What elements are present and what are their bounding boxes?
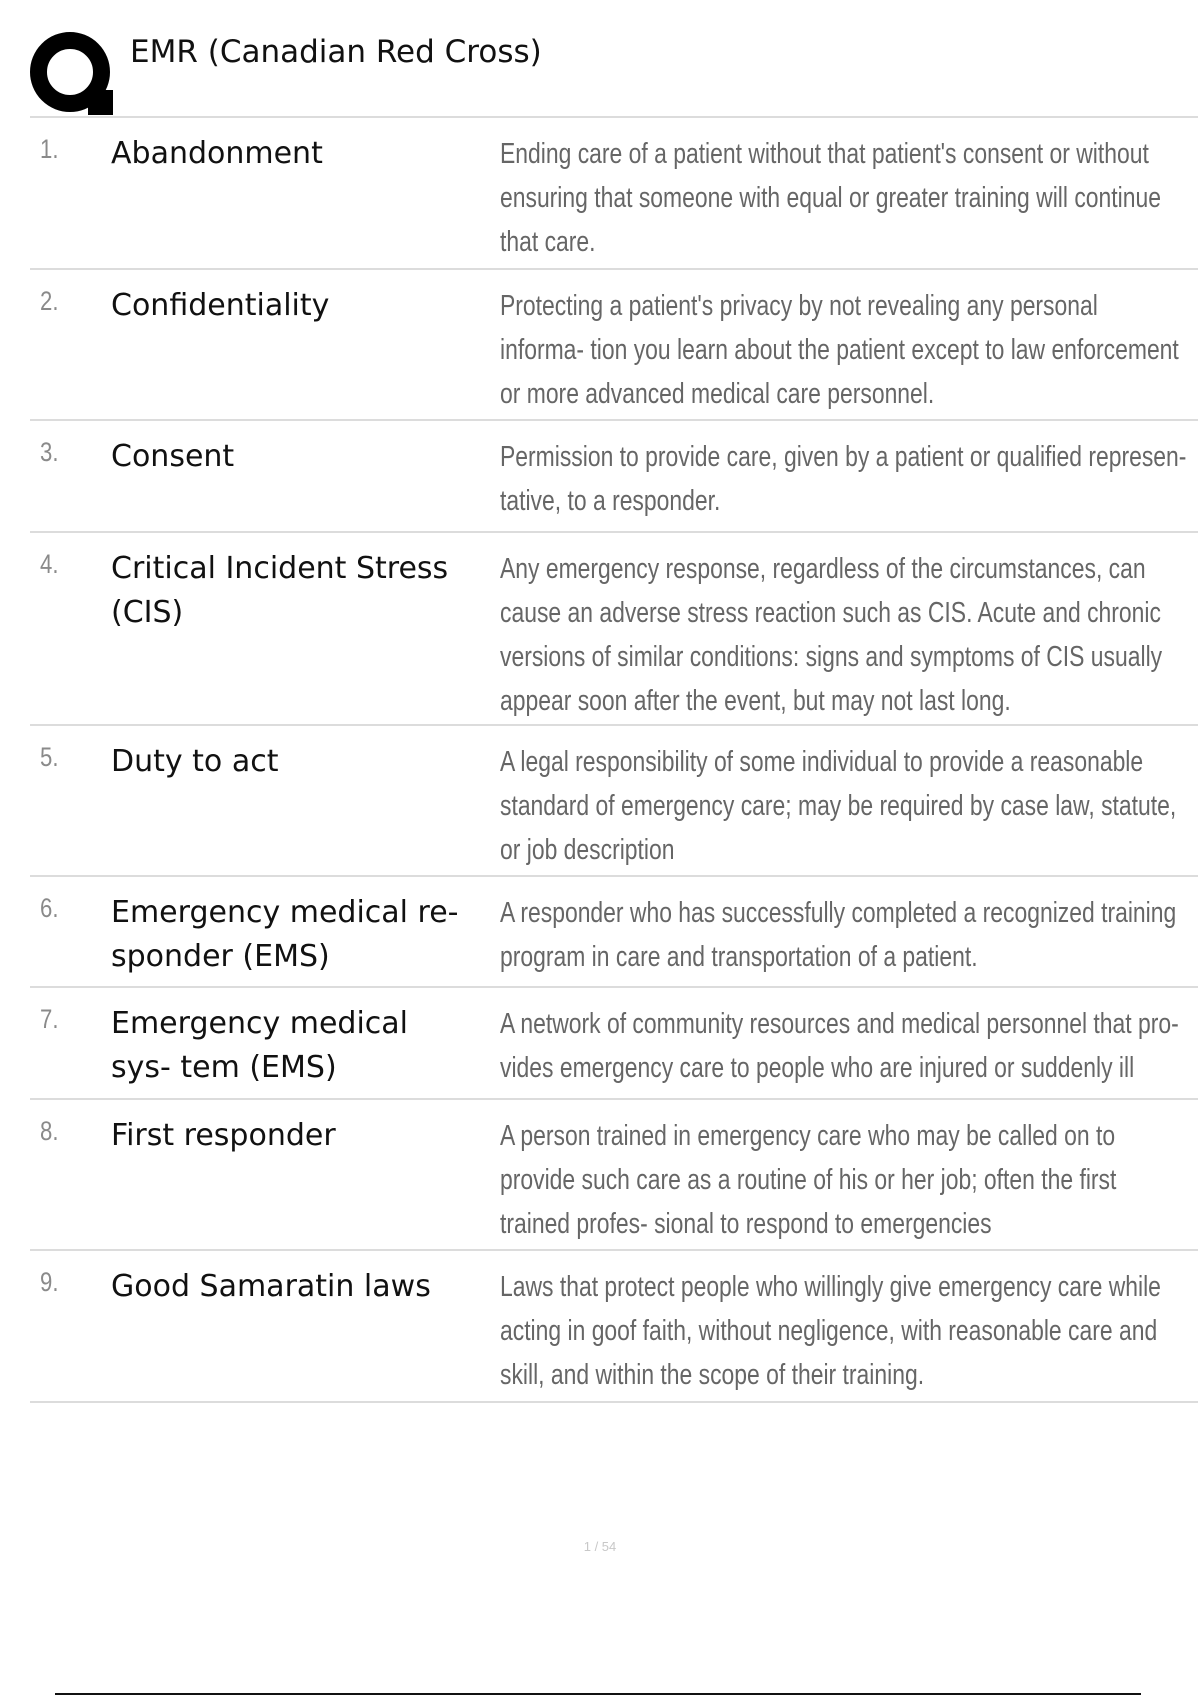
term-number: 6.	[40, 893, 59, 923]
term-name: Duty to act	[111, 744, 279, 779]
term-definition: Ending care of a patient without that patient's consent or without ensuring that someone with equal or greater training will continue that care.	[500, 138, 1161, 258]
term-name: First responder	[111, 1118, 336, 1153]
term-row	[30, 533, 1198, 726]
page-number: 1 / 54	[583, 1539, 617, 1554]
term-number: 2.	[40, 286, 59, 316]
term-row	[30, 988, 1198, 1100]
term-row	[30, 726, 1198, 877]
term-row	[30, 877, 1198, 988]
term-number: 3.	[40, 437, 59, 467]
term-name: Confidentiality	[111, 288, 330, 323]
term-row	[30, 421, 1198, 533]
term-definition: A legal responsibility of some individual to provide a reasonable standard of emergency care; may be required by case law, statute, or job description	[500, 746, 1177, 866]
term-number: 7.	[40, 1004, 59, 1034]
term-number: 1.	[40, 134, 59, 164]
term-number: 5.	[40, 742, 59, 772]
page-header	[30, 30, 1198, 116]
term-number: 9.	[40, 1267, 59, 1297]
term-row	[30, 118, 1198, 270]
quizlet-logo-icon	[30, 32, 110, 112]
term-definition: Laws that protect people who willingly give emergency care while acting in goof faith, without negligence, with reasonable care and skill, and within the scope of their training.	[500, 1271, 1161, 1391]
term-name: Abandonment	[111, 136, 323, 171]
term-definition: A network of community resources and medical personnel that pro- vides emergency care to people who are injured or suddenly ill	[500, 1008, 1179, 1084]
term-number: 4.	[40, 549, 59, 579]
term-name: Emergency medical sys- tem (EMS)	[111, 1006, 409, 1085]
term-name: Critical Incident Stress (CIS)	[111, 551, 449, 630]
term-definition: Permission to provide care, given by a patient or qualified represen- tative, to a responder.	[500, 441, 1187, 517]
term-definition: A person trained in emergency care who may be called on to provide such care as a routine of his or her job; often the first trained profes- sional to respond to emergencies	[500, 1120, 1117, 1240]
term-definition: Any emergency response, regardless of the circumstances, can cause an adverse stress reaction such as CIS. Acute and chronic versions of similar conditions: signs and symptoms of CIS usually appear soon after the event, but may not last long.	[500, 553, 1163, 717]
term-definition: A responder who has successfully completed a recognized training program in care and transportation of a patient.	[500, 897, 1177, 973]
term-name: Emergency medical re- sponder (EMS)	[111, 895, 459, 974]
term-definition: Protecting a patient's privacy by not revealing any personal informa- tion you learn about the patient except to law enforcement or more advanced medical care personnel.	[500, 290, 1179, 410]
term-name: Good Samaratin laws	[111, 1269, 431, 1304]
term-number: 8.	[40, 1116, 59, 1146]
footer-divider	[55, 1693, 1141, 1695]
term-row	[30, 270, 1198, 421]
term-name: Consent	[111, 439, 235, 474]
term-row	[30, 1251, 1198, 1403]
term-row	[30, 1100, 1198, 1251]
terms-list	[30, 116, 1198, 1403]
page-title: EMR (Canadian Red Cross)	[130, 34, 542, 70]
